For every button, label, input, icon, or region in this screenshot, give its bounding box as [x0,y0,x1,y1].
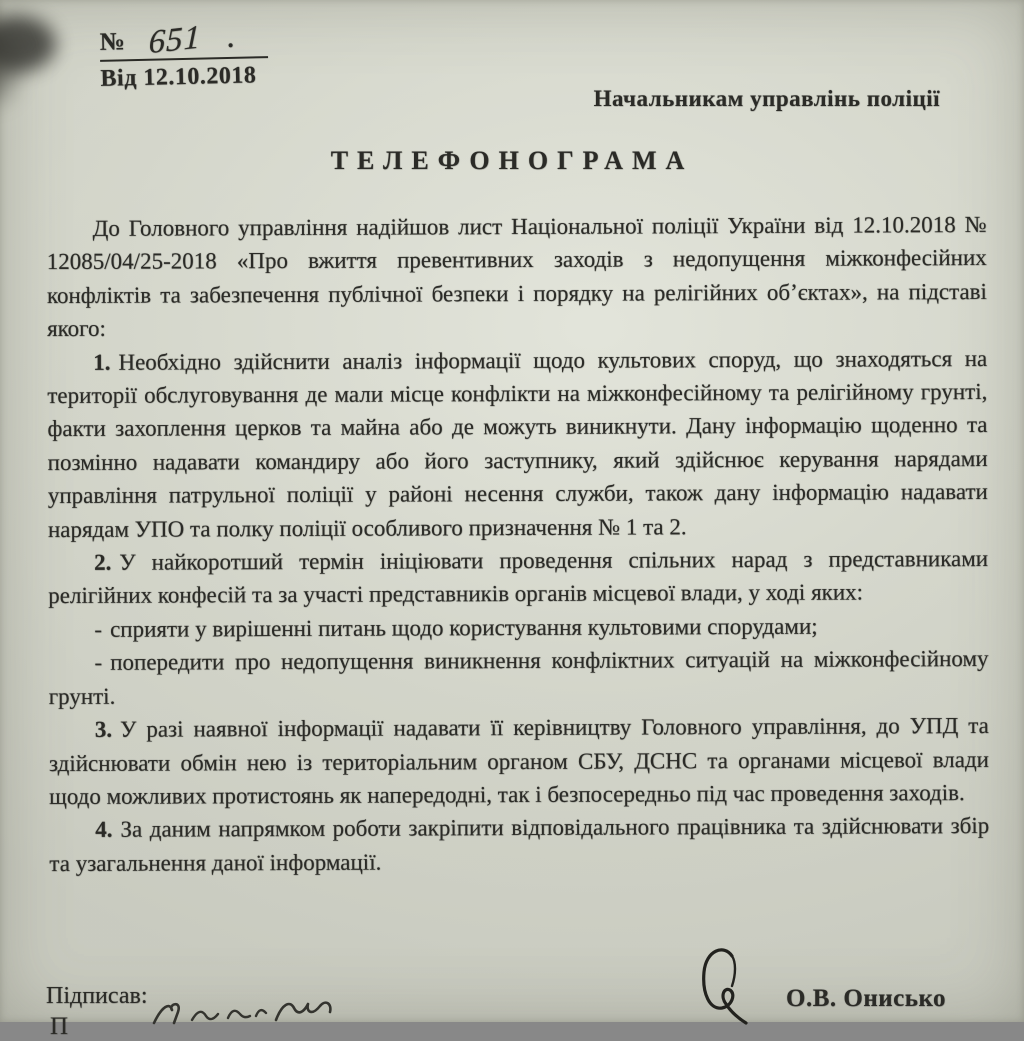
document-number-line [99,18,268,62]
paragraph-text: Необхідно здійснити аналіз інформації щодо культових споруд, що знаходяться на території обслуговування де мали місце конфлікти на міжконфесійному та релігійному грунті, факти захоплення церков та майна або де можуть виникнути. Дану інформацію щоденно та позмінно надавати командиру або його заступнику, який здійснює керування нарядами управління патрульної поліції у районі несення служби, також дану інформацію надавати нарядам УПО та полку поліції особливого призначення № 1 та 2. [47,346,988,542]
document-body [47,208,990,880]
paragraph-number: 1. [93,349,118,374]
signer-name: О.В. Онисько [786,985,946,1013]
dash-marker: - [94,650,110,675]
paragraph-text: сприяти у вирішенні питань щодо користування культовими спорудами; [110,614,818,642]
paragraph-number: 4. [95,817,120,842]
document-title: ТЕЛЕФОНОГРАМА [0,146,1024,176]
paragraph-item-1 [47,342,988,547]
document-date: Від 12.10.2018 [100,62,269,93]
paragraph-item-3 [49,709,989,813]
paragraph-dash-2 [48,642,988,713]
paragraph-text: За даним напрямком роботи закріпити відповідального працівника та здійснювати збір та узагальнення даної інформації. [49,813,989,876]
dash-marker: - [94,617,110,642]
signature-flourish [676,946,776,1024]
handwritten-signature-bottom [148,998,378,1024]
signed-by-label: Підписав: [46,983,148,1010]
addressee-line: Начальникам управлінь поліції [594,86,940,112]
paragraph-intro [47,208,988,346]
paragraph-number: 3. [95,717,120,742]
paragraph-number: 2. [94,550,119,575]
paragraph-item-4 [49,809,989,880]
paragraph-text: У найкоротший термін ініціювати проведення спільних нарад з представниками релігійних конфесій та за участі представників органів місцевої влади, у ході яких: [48,546,988,609]
number-period: . [227,26,234,53]
paragraph-text: У разі наявної інформації надавати її керівництву Головного управління, до УПД та здійснювати обмін нею із територіальним органом СБУ, ДСНС та органами місцевої влади щодо можливих протистоянь як напередодні, так і безпосередньо під час проведення заходів. [49,713,989,809]
paragraph-text: До Головного управління надійшов лист Національної поліції України від 12.10.2018 № 12085/04/25-2018 «Про вжиття превентивних заходів з недопущення міжконфесійних конфліктів та забезпечення публічної безпеки і порядку на релігійних об’єктах», на підставі якого: [47,212,987,341]
document-number-block [99,18,269,93]
cutoff-received-line: П [50,1013,68,1041]
handwritten-document-number: 651 [148,19,201,62]
number-sign-label: № [99,28,125,56]
paragraph-item-2 [48,542,988,613]
paragraph-text: попередити про недопущення виникнення конфліктних ситуацій на міжконфесійному грунті. [49,646,989,709]
paragraph-dash-1 [48,609,988,647]
